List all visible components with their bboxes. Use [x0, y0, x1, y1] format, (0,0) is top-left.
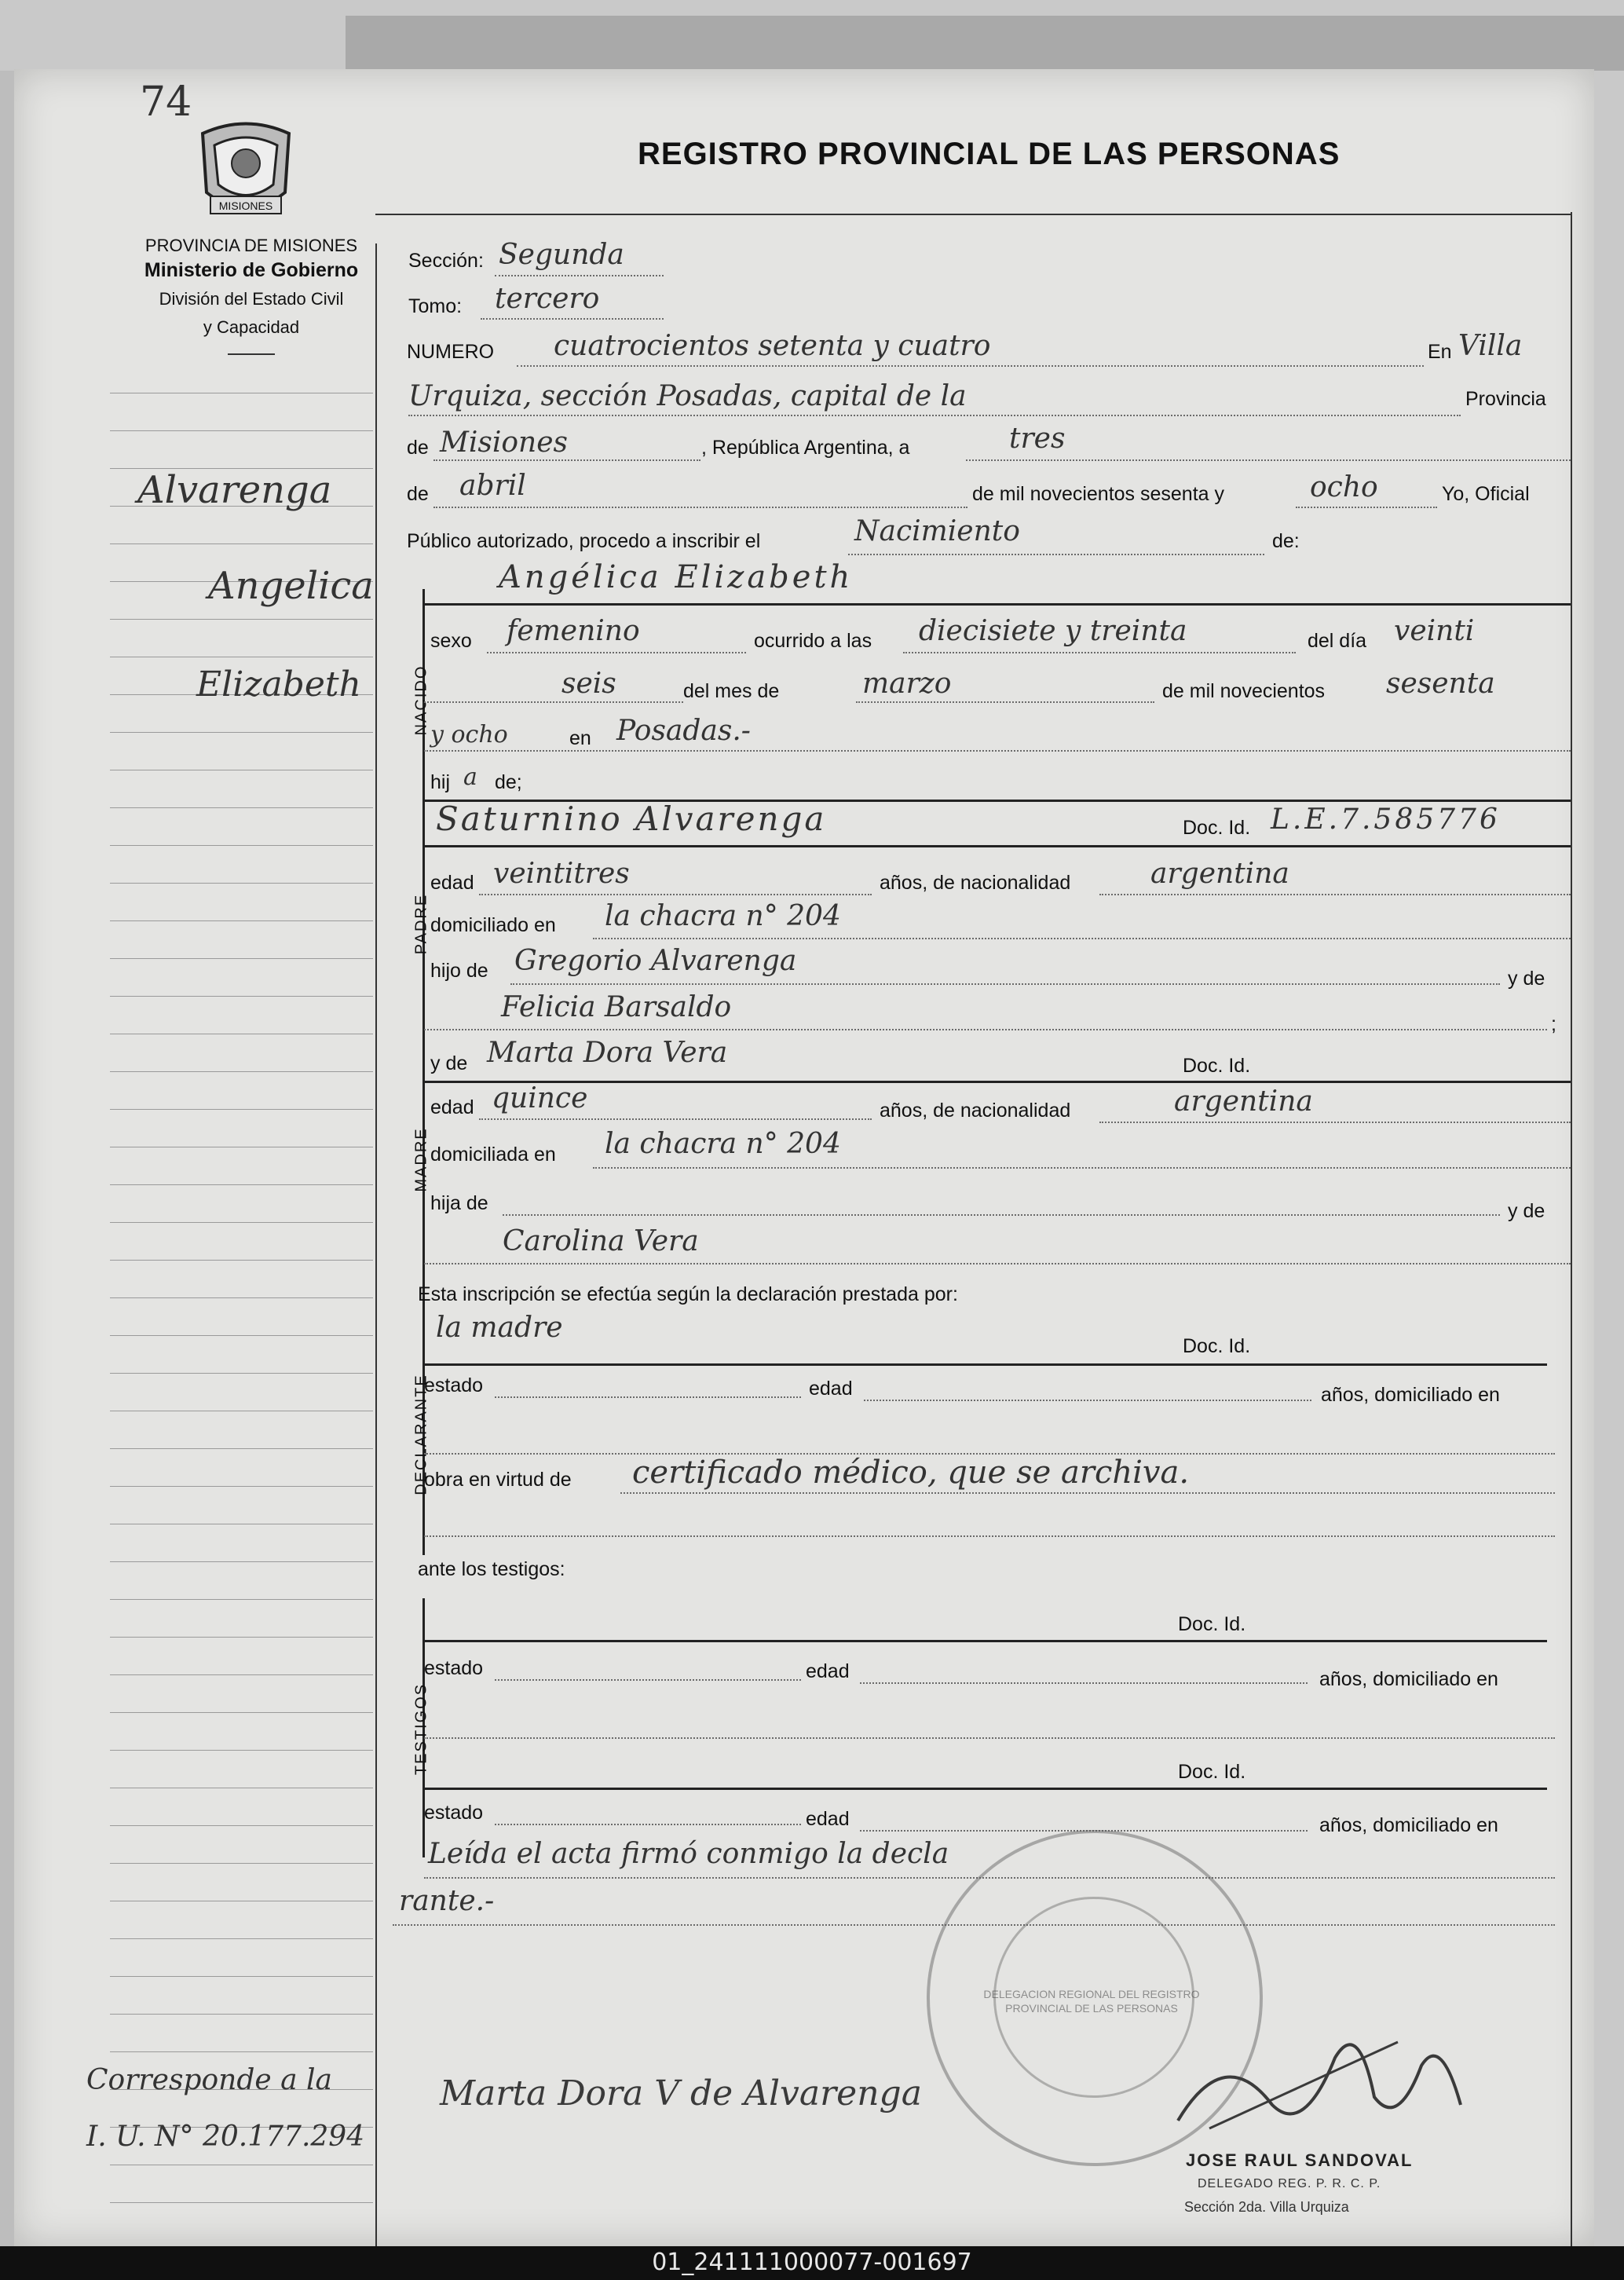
madre-hija-line: [503, 1214, 1500, 1216]
padre-doc-label: Doc. Id.: [1183, 817, 1251, 839]
madre-hija-label: hija de: [430, 1192, 488, 1214]
madre-section-label: MADRE: [412, 1127, 430, 1192]
margin-ruled-line: [110, 430, 373, 431]
declarante-edad-line: [864, 1400, 1311, 1401]
padre-hijo-line: [510, 983, 1500, 985]
official-name: JOSE RAUL SANDOVAL: [1186, 2150, 1414, 2170]
margin-ruled-line: [110, 1184, 373, 1185]
hij-value: a: [463, 763, 477, 791]
testigo2-edad-label: edad: [806, 1808, 850, 1830]
margin-name-2: Elizabeth: [196, 664, 361, 704]
margin-ruled-line: [110, 1863, 373, 1864]
padre-y-de-label: y de: [1508, 968, 1545, 990]
margin-ruled-line: [110, 958, 373, 959]
padre-dom-line: [593, 938, 1571, 939]
numero-line: [517, 365, 1424, 367]
padre-nac-label: años, de nacionalidad: [880, 872, 1071, 894]
emblem-divider: [228, 353, 275, 355]
de-label: de: [407, 437, 429, 459]
mes-value: marzo: [862, 668, 952, 700]
file-id-caption: 01_241111000077-001697: [652, 2249, 972, 2276]
testigo2-doc-label: Doc. Id.: [1178, 1761, 1246, 1783]
padre-dom-value: la chacra n° 204: [605, 900, 841, 932]
book-cover-top: [346, 16, 1624, 71]
testigo2-name-line: [424, 1788, 1547, 1790]
margin-ruled-line: [110, 1297, 373, 1298]
emblem-label: MISIONES: [218, 199, 273, 212]
padre-madre-line: [424, 1029, 1547, 1030]
padre-doc-value: L.E.7.585776: [1271, 803, 1501, 836]
margin-ruled-line: [110, 845, 373, 846]
seccion-value: Segunda: [499, 239, 624, 271]
year-value: ocho: [1310, 471, 1378, 503]
declarante-section-label: DECLARANTE: [412, 1374, 430, 1495]
madre-name-value: Marta Dora Vera: [487, 1037, 728, 1069]
tomo-line: [481, 318, 664, 320]
madre-y-de-label-2: y de: [1508, 1200, 1545, 1222]
anio-value-2: y ocho: [430, 721, 508, 748]
declaracion-intro: Esta inscripción se efectúa según la declaración prestada por:: [418, 1283, 958, 1305]
numero-value: cuatrocientos setenta y cuatro: [554, 330, 991, 362]
declarant-signature: Marta Dora V de Alvarenga: [440, 2073, 922, 2113]
mil-label: de mil novecientos: [1162, 680, 1326, 702]
padre-nac-value: argentina: [1150, 858, 1289, 890]
republica-label: , República Argentina, a: [701, 437, 910, 459]
margin-ruled-line: [110, 1599, 373, 1600]
lugar-value: Posadas.-: [616, 715, 751, 747]
declarante-estado-line: [495, 1396, 801, 1398]
margin-ruled-line: [110, 2051, 373, 2052]
dia-value-1: veinti: [1394, 615, 1475, 647]
year-line: [1296, 507, 1437, 508]
margin-ruled-line: [110, 920, 373, 921]
margin-note-correspond: Corresponde a la: [86, 2064, 332, 2096]
hora-line: [903, 652, 1296, 653]
testigo1-dom-line: [424, 1737, 1555, 1739]
dia-line: [424, 701, 683, 703]
padre-name-value: Saturnino Alvarenga: [436, 800, 827, 838]
stamp-text: DELEGACION REGIONAL DEL REGISTRO PROVINCIAL DE LAS PERSONAS: [983, 1988, 1200, 2015]
right-border-line: [1571, 212, 1572, 2246]
padre-hijo-label: hijo de: [430, 960, 488, 982]
mes-line: [856, 701, 1154, 703]
official-signature-icon: [1162, 2011, 1492, 2144]
testigo2-estado-line: [495, 1824, 801, 1825]
padre-section-label: PADRE: [412, 893, 430, 955]
margin-ruled-line: [110, 1071, 373, 1072]
nacido-name-line: [424, 603, 1571, 606]
madre-madre-value: Carolina Vera: [503, 1225, 699, 1257]
publico-label: Público autorizado, procedo a inscribir el: [407, 530, 761, 552]
province-label: PROVINCIA DE MISIONES: [144, 236, 358, 255]
lugar-line: [424, 750, 1571, 752]
closing-line-1: Leída el acta firmó conmigo la decla: [428, 1838, 949, 1870]
madre-edad-label: edad: [430, 1096, 474, 1118]
margin-ruled-line: [110, 1938, 373, 1939]
nacido-section-label: NACIDO: [412, 664, 430, 736]
del-mes-label: del mes de: [683, 680, 780, 702]
sexo-line: [487, 652, 746, 653]
margin-ruled-line: [110, 2202, 373, 2203]
madre-doc-label: Doc. Id.: [1183, 1055, 1251, 1077]
place-line: [408, 415, 1461, 416]
margin-ruled-line: [110, 1712, 373, 1713]
testigos-intro: ante los testigos:: [418, 1558, 565, 1580]
page-title: REGISTRO PROVINCIAL DE LAS PERSONAS: [638, 137, 1341, 171]
margin-ruled-line: [110, 1561, 373, 1562]
sexo-label: sexo: [430, 630, 472, 652]
padre-name-line: [424, 845, 1571, 847]
declarante-name-value: la madre: [436, 1312, 563, 1344]
margin-name-1: Angelica: [208, 564, 374, 608]
top-border-line: [375, 214, 1571, 215]
margin-ruled-line: [110, 1373, 373, 1374]
madre-nac-line: [1099, 1122, 1571, 1123]
testigo1-estado-label: estado: [424, 1657, 484, 1679]
margin-ruled-line: [110, 807, 373, 808]
hij-label: hij: [430, 771, 451, 793]
madre-name-line: [424, 1081, 1571, 1083]
anio-value-1: sesenta: [1386, 668, 1495, 700]
closing-line-2: rante.-: [399, 1885, 495, 1917]
del-dia-label: del día: [1308, 630, 1367, 652]
act-line: [848, 554, 1264, 555]
margin-ruled-line: [110, 2014, 373, 2015]
hora-value: diecisiete y treinta: [919, 615, 1187, 647]
de-value: Misiones: [440, 426, 569, 459]
official-title: DELEGADO REG. P. R. C. P.: [1198, 2177, 1381, 2190]
testigo1-doc-label: Doc. Id.: [1178, 1613, 1246, 1635]
month-de-label: de: [407, 483, 429, 505]
province-emblem-icon: [195, 118, 297, 228]
madre-dom-value: la chacra n° 204: [605, 1128, 841, 1160]
margin-ruled-line: [110, 619, 373, 620]
margin-ruled-line: [110, 883, 373, 884]
official-office: Sección 2da. Villa Urquiza: [1184, 2199, 1349, 2215]
day-value: tres: [1009, 423, 1066, 455]
seccion-line: [495, 275, 664, 276]
en-label: En: [1428, 341, 1452, 363]
madre-nac-label: años, de nacionalidad: [880, 1100, 1071, 1122]
month-line: [433, 507, 967, 508]
margin-ruled-line: [110, 996, 373, 997]
testigos-section-label: TESTIGOS: [412, 1682, 430, 1776]
testigo1-estado-line: [495, 1679, 801, 1681]
obra-label: obra en virtud de: [424, 1469, 572, 1491]
padre-dom-label: domiciliado en: [430, 914, 556, 936]
dia-value-2: seis: [561, 668, 616, 700]
padre-edad-value: veintitres: [493, 858, 630, 890]
margin-border-line: [375, 243, 377, 2246]
division-label-2: y Capacidad: [203, 317, 300, 337]
margin-ruled-line: [110, 1750, 373, 1751]
madre-dom-line: [593, 1167, 1571, 1169]
testigo1-edad-line: [860, 1682, 1308, 1684]
padre-madre-value: Felicia Barsaldo: [501, 991, 732, 1023]
margin-ruled-line: [110, 1335, 373, 1336]
year-label: de mil novecientos sesenta y: [972, 483, 1225, 505]
numero-label: NUMERO: [407, 341, 495, 363]
seccion-label: Sección:: [408, 250, 484, 272]
testigo1-edad-label: edad: [806, 1660, 850, 1682]
madre-madre-line: [424, 1263, 1571, 1264]
de-colon-label: de:: [1272, 530, 1300, 552]
margin-ruled-line: [110, 1486, 373, 1487]
hij-de-label: de;: [495, 771, 522, 793]
padre-nac-line: [1099, 894, 1571, 895]
testigo2-anos-label: años, domiciliado en: [1319, 1814, 1498, 1836]
margin-ruled-line: [110, 1109, 373, 1110]
declarante-name-line: [424, 1363, 1547, 1366]
month-value: abril: [459, 470, 526, 502]
act-value: Nacimiento: [854, 515, 1020, 547]
obra-value: certificado médico, que se archiva.: [632, 1455, 1190, 1491]
margin-ruled-line: [110, 1637, 373, 1638]
division-label-1: División del Estado Civil: [159, 289, 344, 309]
margin-surname: Alvarenga: [137, 468, 332, 512]
day-line: [966, 459, 1571, 461]
obra-line-2: [424, 1535, 1555, 1537]
margin-ruled-line: [110, 732, 373, 733]
ocurrido-label: ocurrido a las: [754, 630, 872, 652]
oficial-label: Yo, Oficial: [1442, 483, 1530, 505]
tomo-label: Tomo:: [408, 295, 463, 317]
nacido-name-value: Angélica Elizabeth: [499, 559, 854, 595]
madre-y-de-label: y de: [430, 1052, 468, 1074]
obra-line: [620, 1492, 1555, 1494]
declarante-anos-label: años, domiciliado en: [1321, 1384, 1500, 1406]
margin-ruled-line: [110, 1260, 373, 1261]
madre-edad-value: quince: [492, 1082, 588, 1114]
tomo-value: tercero: [495, 283, 600, 315]
ministry-label: Ministerio de Gobierno: [144, 259, 359, 281]
place-value: Urquiza, sección Posadas, capital de la: [408, 380, 967, 412]
sexo-value: femenino: [507, 615, 640, 647]
madre-dom-label: domiciliada en: [430, 1144, 556, 1166]
margin-note-id: I. U. N° 20.177.294: [86, 2121, 365, 2153]
de-line: [433, 459, 700, 461]
margin-ruled-line: [110, 1222, 373, 1223]
padre-hijo-value: Gregorio Alvarenga: [514, 945, 797, 977]
declarante-estado-label: estado: [424, 1374, 484, 1396]
declarante-doc-label: Doc. Id.: [1183, 1335, 1251, 1357]
testigo2-estado-label: estado: [424, 1802, 484, 1824]
provincia-label: Provincia: [1465, 388, 1546, 410]
en-value: Villa: [1458, 330, 1523, 362]
padre-edad-label: edad: [430, 872, 474, 894]
page-number: 74: [140, 79, 192, 126]
madre-nac-value: argentina: [1174, 1085, 1313, 1118]
testigo1-name-line: [424, 1640, 1547, 1642]
madre-edad-line: [479, 1118, 872, 1120]
testigo1-anos-label: años, domiciliado en: [1319, 1668, 1498, 1690]
declarante-edad-label: edad: [809, 1378, 853, 1400]
padre-edad-line: [479, 894, 872, 895]
margin-ruled-line: [110, 1674, 373, 1675]
margin-ruled-line: [110, 1976, 373, 1977]
margin-ruled-line: [110, 1825, 373, 1826]
padre-semicolon: ;: [1551, 1013, 1556, 1035]
en-birth-label: en: [569, 727, 591, 749]
margin-ruled-line: [110, 1448, 373, 1449]
margin-ruled-line: [110, 543, 373, 544]
